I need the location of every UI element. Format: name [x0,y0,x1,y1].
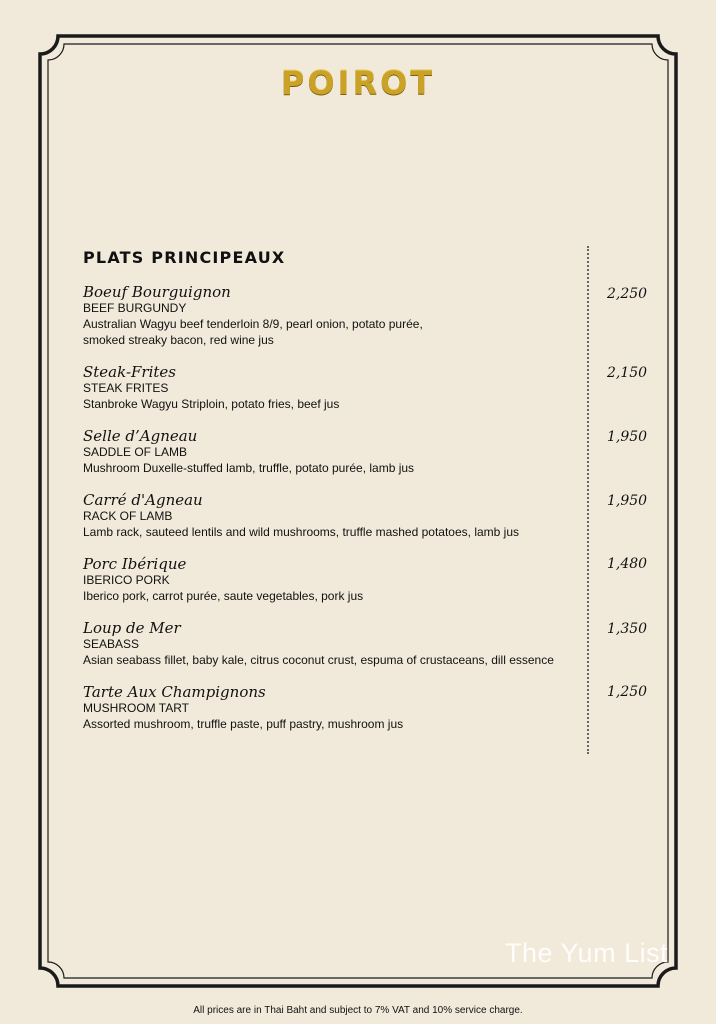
dish-price: 1,350 [607,621,648,637]
dish-name-english: IBERICO PORK [83,573,170,587]
dish-name-french: Boeuf Bourguignon [83,283,231,301]
dish-price: 1,950 [607,429,648,445]
dish-name-french: Carré d'Agneau [83,491,203,509]
dish-name-english: MUSHROOM TART [83,701,190,715]
dish-description: Mushroom Duxelle-stuffed lamb, truffle, potato purée, lamb jus [83,461,415,475]
section-title: PLATS PRINCIPEAUX [83,248,286,267]
dish-name-english: BEEF BURGUNDY [83,301,187,315]
dish-price: 2,250 [607,286,648,302]
dish-name-english: STEAK FRITES [83,381,169,395]
dish-name-french: Steak-Frites [83,363,176,381]
dish-price: 2,150 [607,365,648,381]
dish-name-french: Tarte Aux Champignons [83,683,266,701]
watermark-text: The Yum List [505,938,669,968]
dish-description: Australian Wagyu beef tenderloin 8/9, pearl onion, potato purée, smoked streaky bacon, red wine jus [83,317,423,347]
dish-price: 1,950 [607,493,648,509]
dish-name-english: SEABASS [83,637,140,651]
dish-description: Iberico pork, carrot purée, saute vegetables, pork jus [83,589,364,603]
dish-name-french: Porc Ibérique [83,555,187,573]
dish-name-french: Selle d’Agneau [83,427,198,445]
dish-description: Asian seabass fillet, baby kale, citrus coconut crust, espuma of crustaceans, dill essence [83,653,554,667]
restaurant-logo: POIROT [280,64,436,102]
dish-name-english: RACK OF LAMB [83,509,173,523]
price-disclaimer: All prices are in Thai Baht and subject to 7% VAT and 10% service charge. [193,1005,523,1016]
dish-description: Assorted mushroom, truffle paste, puff pastry, mushroom jus [83,717,404,731]
dish-name-french: Loup de Mer [83,619,181,637]
dish-name-english: SADDLE OF LAMB [83,445,188,459]
dish-description: Lamb rack, sauteed lentils and wild mushrooms, truffle mashed potatoes, lamb jus [83,525,519,539]
dish-description: Stanbroke Wagyu Striploin, potato fries, beef jus [83,397,340,411]
dish-price: 1,250 [607,684,648,700]
dish-price: 1,480 [607,556,648,572]
